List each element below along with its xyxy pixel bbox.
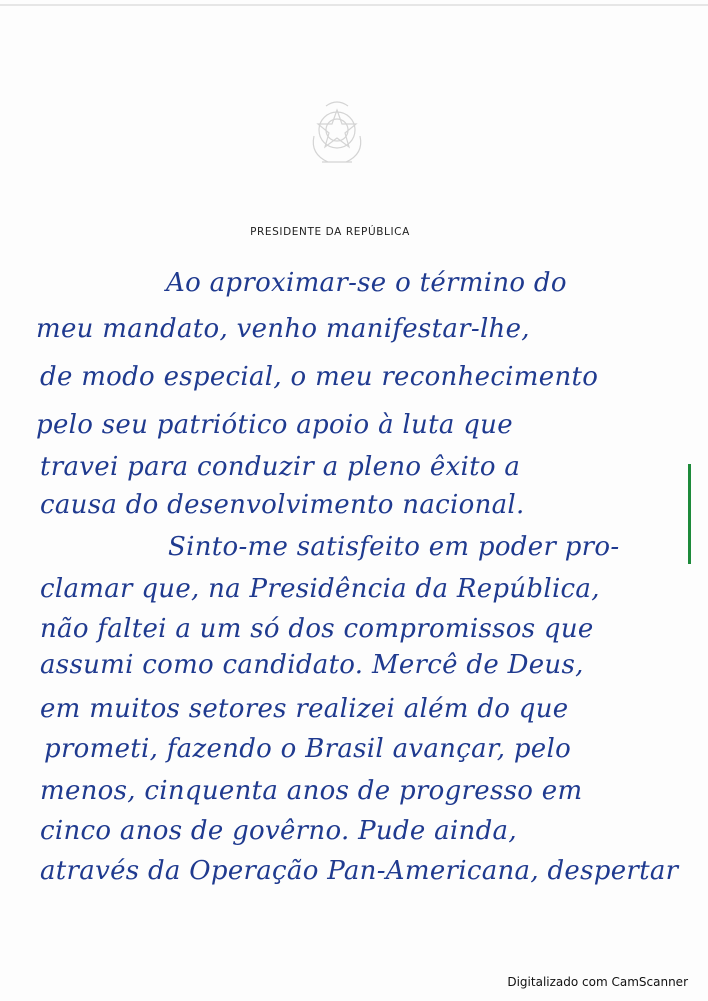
text-line: clamar que, na Presidência da República, (40, 574, 600, 604)
text-line: não faltei a um só dos compromissos que (40, 614, 594, 644)
text-line: causa do desenvolvimento nacional. (40, 490, 525, 520)
text-line: Ao aproximar-se o término do (166, 268, 567, 298)
text-line: de modo especial, o meu reconhecimento (40, 362, 599, 392)
text-line: meu mandato, venho manifestar-lhe, (36, 314, 530, 344)
text-line: pelo seu patriótico apoio à luta que (36, 410, 513, 440)
scanner-watermark: Digitalizado com CamScanner (507, 975, 688, 989)
text-line: cinco anos de govêrno. Pude ainda, (40, 816, 517, 846)
edge-mark (688, 464, 691, 564)
text-line: Sinto-me satisfeito em poder pro- (168, 532, 620, 562)
text-line: através da Operação Pan-Americana, despertar (40, 856, 679, 886)
text-line: em muitos setores realizei além do que (40, 694, 569, 724)
text-line: travei para conduzir a pleno êxito a (40, 452, 521, 482)
text-line: assumi como candidato. Mercê de Deus, (40, 650, 584, 680)
text-line: prometi, fazendo o Brasil avançar, pelo (44, 734, 572, 764)
text-line: menos, cinquenta anos de progresso em (40, 776, 583, 806)
letterhead-title: PRESIDENTE DA REPÚBLICA (250, 226, 410, 238)
